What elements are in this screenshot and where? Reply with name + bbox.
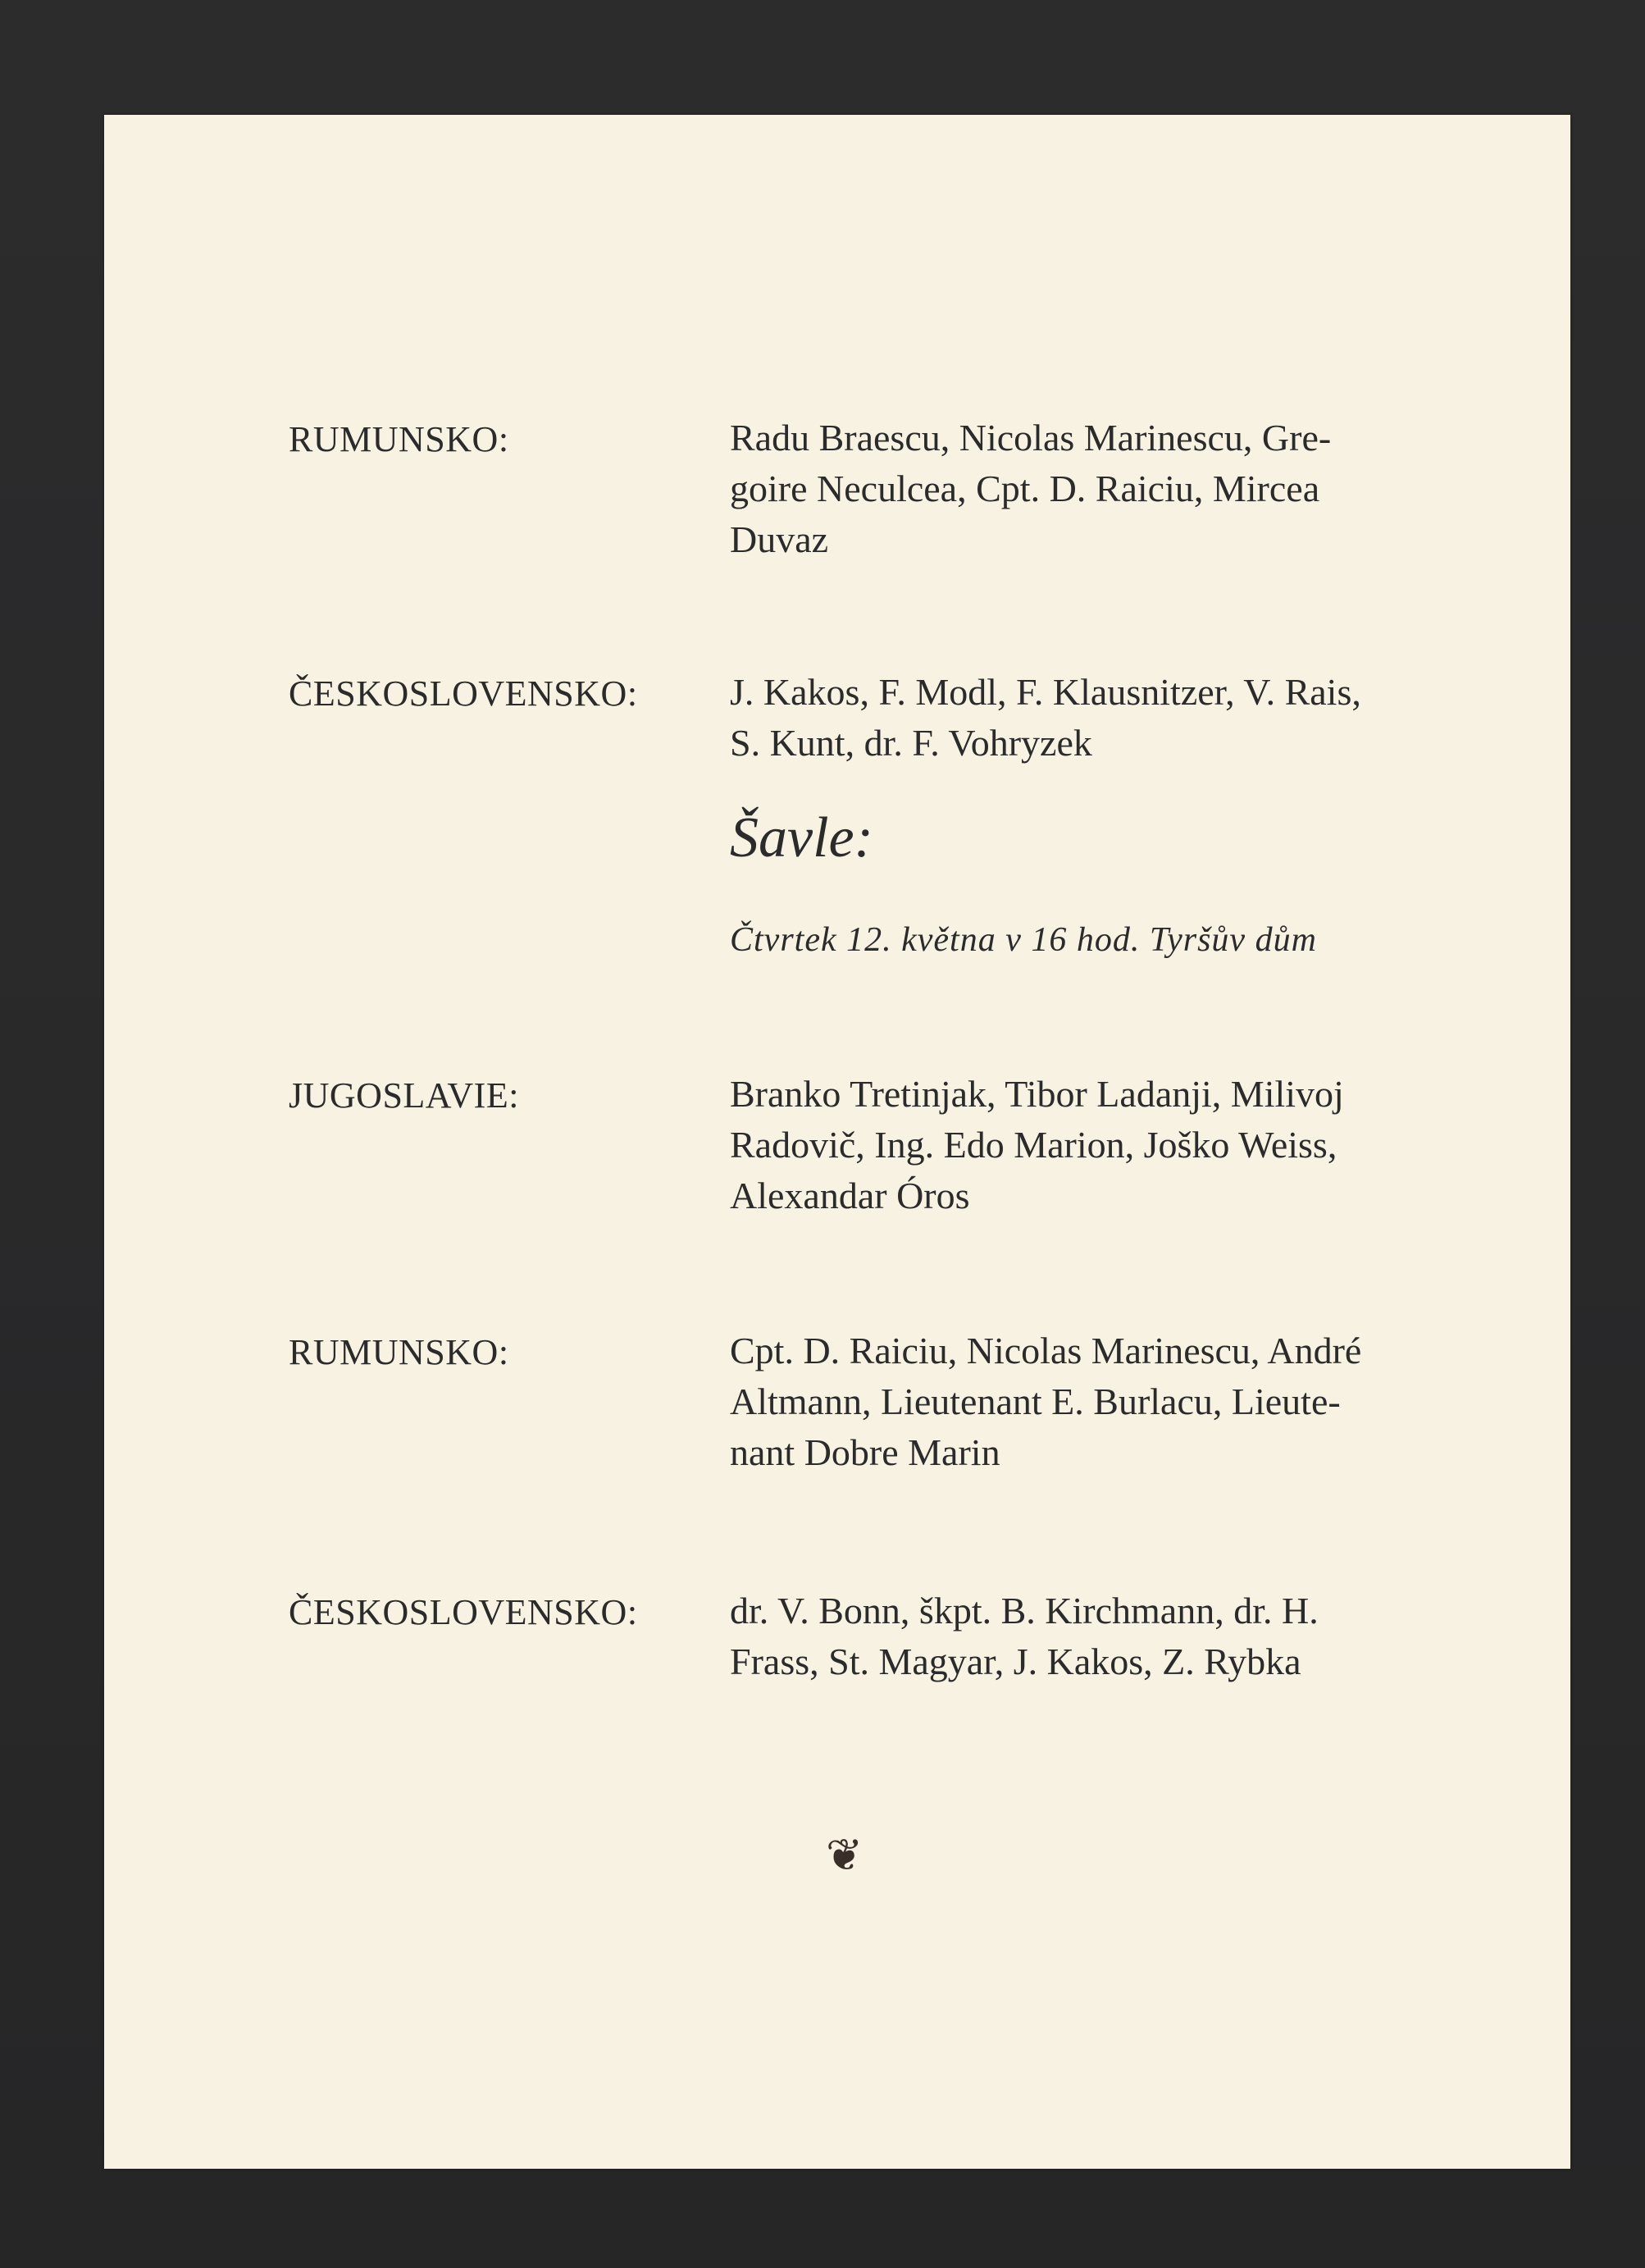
document-page	[104, 115, 1570, 2169]
country-label-rumunsko-2: RUMUNSKO:	[289, 1332, 509, 1372]
names-line: S. Kunt, dr. F. Vohryzek	[730, 722, 1092, 764]
event-subtitle: Čtvrtek 12. května v 16 hod. Tyršův dům	[730, 921, 1317, 959]
country-label-rumunsko-1: RUMUNSKO:	[289, 419, 509, 459]
names-line: Branko Tretinjak, Tibor Ladanji, Milivoj	[730, 1073, 1344, 1115]
ornament-icon: ❦	[826, 1831, 864, 1880]
country-label-ceskoslovensko-2: ČESKOSLOVENSKO:	[289, 1592, 638, 1632]
event-heading: Šavle:	[730, 806, 873, 869]
names-line: Radovič, Ing. Edo Marion, Joško Weiss,	[730, 1124, 1337, 1166]
names-line: J. Kakos, F. Modl, F. Klausnitzer, V. Rais,	[730, 671, 1361, 713]
names-line: Cpt. D. Raiciu, Nicolas Marinescu, André	[730, 1330, 1362, 1371]
names-line: Radu Braescu, Nicolas Marinescu, Gre-	[730, 417, 1332, 459]
names-line: goire Neculcea, Cpt. D. Raiciu, Mircea	[730, 468, 1320, 509]
names-line: Duvaz	[730, 518, 829, 560]
country-label-ceskoslovensko-1: ČESKOSLOVENSKO:	[289, 673, 638, 714]
names-line: Alexandar Óros	[730, 1175, 970, 1216]
names-line: Altmann, Lieutenant E. Burlacu, Lieute-	[730, 1380, 1341, 1422]
names-line: nant Dobre Marin	[730, 1431, 1000, 1473]
names-line: dr. V. Bonn, škpt. B. Kirchmann, dr. H.	[730, 1590, 1319, 1631]
names-line: Frass, St. Magyar, J. Kakos, Z. Rybka	[730, 1641, 1301, 1682]
country-label-jugoslavie: JUGOSLAVIE:	[289, 1075, 519, 1116]
